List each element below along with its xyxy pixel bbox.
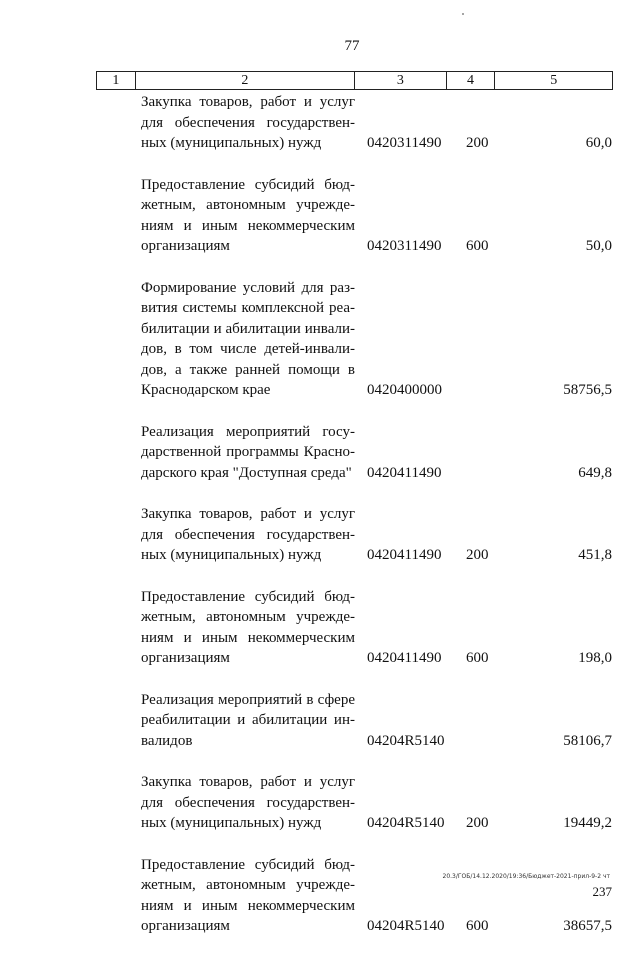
page-number: 77: [344, 38, 360, 54]
row-amount: 50,0: [585, 238, 612, 254]
description-line: Предоставление субсидий бюд-: [141, 176, 355, 193]
row-type: 600: [466, 918, 489, 934]
row-description: [141, 690, 355, 752]
description-line: для обеспечения государствен-: [141, 526, 355, 543]
description-line: ниям и иным некоммерческим: [141, 217, 355, 234]
row-description: [141, 422, 355, 484]
row-amount: 60,0: [585, 135, 612, 151]
row-description: [141, 504, 355, 566]
row-description: [141, 175, 355, 257]
table-header: [96, 71, 613, 90]
description-line: дарственной программы Красно-: [141, 444, 355, 460]
description-line: Реализация мероприятий госу-: [141, 423, 355, 440]
row-description: [141, 855, 355, 937]
table-row: [0, 278, 640, 401]
description-line: ниям и иным некоммерческим: [141, 629, 355, 646]
description-line: Предоставление субсидий бюд-: [141, 856, 355, 873]
description-line: организациям: [141, 650, 230, 666]
row-amount: 38657,5: [563, 918, 612, 934]
description-line: ниям и иным некоммерческим: [141, 897, 355, 914]
description-line: организациям: [141, 918, 230, 934]
row-type: 600: [466, 238, 489, 254]
header-col-2: 2: [136, 72, 355, 89]
description-line: ных (муниципальных) нужд: [141, 547, 322, 563]
description-line: жетным, автономным учрежде-: [141, 197, 355, 213]
row-amount: 451,8: [578, 547, 612, 563]
row-code: 0420400000: [367, 382, 442, 398]
header-col-4: 4: [447, 72, 496, 89]
description-line: Закупка товаров, работ и услуг: [141, 774, 355, 790]
description-line: Формирование условий для раз-: [141, 279, 355, 296]
row-code: 04204R5140: [367, 918, 445, 934]
description-line: валидов: [141, 732, 193, 749]
row-type: 200: [466, 547, 489, 563]
table-row: [0, 690, 640, 752]
table-row: [0, 772, 640, 834]
header-col-3: 3: [355, 72, 447, 89]
row-type: 200: [466, 135, 489, 151]
header-col-1: 1: [97, 72, 136, 89]
row-code: 0420311490: [367, 135, 442, 151]
row-amount: 649,8: [578, 464, 612, 481]
row-code: 0420411490: [367, 650, 442, 666]
description-line: Предоставление субсидий бюд-: [141, 588, 355, 605]
description-line: жетным, автономным учрежде-: [141, 877, 355, 893]
row-type: 200: [466, 815, 489, 831]
description-line: дарского края "Доступная среда": [141, 464, 352, 481]
table-row: [0, 504, 640, 566]
description-line: Закупка товаров, работ и услуг: [141, 94, 355, 110]
row-amount: 198,0: [578, 650, 612, 666]
description-line: Реализация мероприятий в сфере: [141, 691, 355, 708]
row-amount: 19449,2: [563, 815, 612, 831]
footer-reference: 20.3/ГОБ/14.12.2020/19:36/Бюджет-2021-прил-9-2 чт: [442, 873, 610, 880]
description-line: ных (муниципальных) нужд: [141, 135, 322, 151]
footer-page-number: 237: [592, 884, 612, 899]
table-body: [0, 92, 640, 958]
description-line: жетным, автономным учрежде-: [141, 609, 355, 625]
row-code: 04204R5140: [367, 815, 445, 831]
row-code: 0420411490: [367, 547, 442, 563]
description-line: вития системы комплексной реа-: [141, 300, 355, 316]
description-line: Краснодарском крае: [141, 382, 271, 398]
description-line: ных (муниципальных) нужд: [141, 815, 322, 831]
description-line: реабилитации и абилитации ин-: [141, 712, 355, 728]
row-code: 04204R5140: [367, 732, 445, 749]
table-row: [0, 587, 640, 669]
row-description: [141, 92, 355, 154]
row-type: 600: [466, 650, 489, 666]
table-row: [0, 855, 640, 937]
description-line: билитации и абилитации инвали-: [141, 320, 355, 337]
row-description: [141, 278, 355, 401]
table-row: [0, 92, 640, 154]
row-code: 0420311490: [367, 238, 442, 254]
description-line: организациям: [141, 238, 230, 254]
description-line: для обеспечения государствен-: [141, 794, 355, 811]
header-col-5: 5: [550, 72, 558, 88]
row-description: [141, 587, 355, 669]
row-code: 0420411490: [367, 464, 442, 481]
description-line: Закупка товаров, работ и услуг: [141, 506, 355, 522]
table-row: [0, 175, 640, 257]
row-amount: 58106,7: [563, 732, 612, 749]
description-line: дов, в том числе детей-инвали-: [141, 341, 355, 357]
table-row: [0, 422, 640, 484]
row-description: [141, 772, 355, 834]
scan-speck: [462, 13, 464, 15]
description-line: для обеспечения государствен-: [141, 114, 355, 131]
row-amount: 58756,5: [563, 382, 612, 398]
description-line: дов, а также ранней помощи в: [141, 361, 355, 378]
